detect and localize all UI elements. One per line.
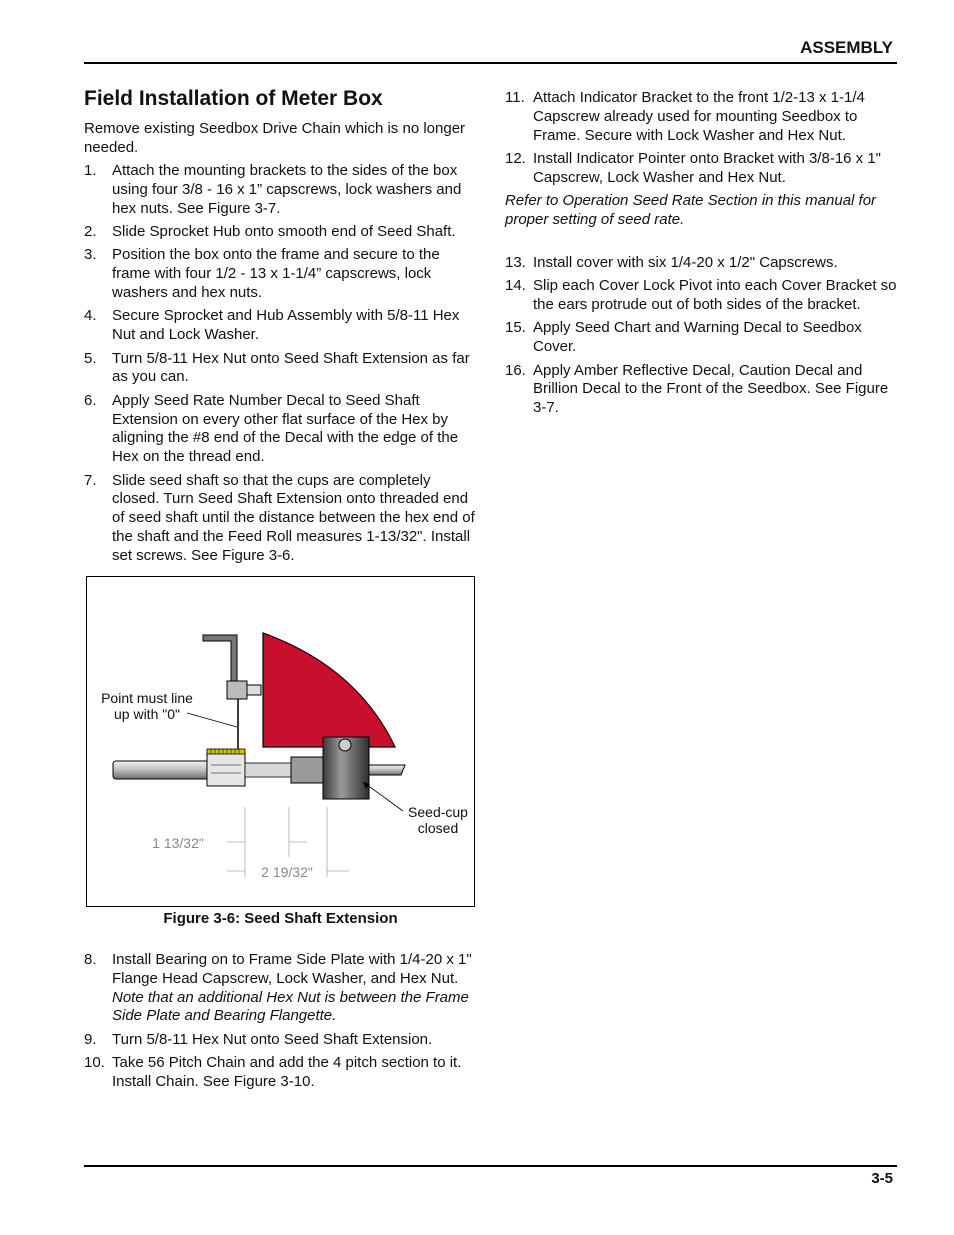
seed-shaft-illustration <box>87 577 476 908</box>
dimension-label-2: 2 19/32" <box>261 864 313 880</box>
steps-list-right-2 <box>505 254 897 418</box>
list-item: 14. Slip each Cover Lock Pivot into each Cover Bracket so the ears protrude out of both sides of the bracket. <box>505 277 897 313</box>
steps-list-left <box>84 162 476 566</box>
label-up-with-zero: up with "0" <box>114 706 180 722</box>
left-column-continued <box>84 951 476 1096</box>
page-footer <box>84 1165 897 1187</box>
page-number: 3-5 <box>871 1170 893 1187</box>
list-item: 5. Turn 5/8-11 Hex Nut onto Seed Shaft Extension as far as you can. <box>84 349 470 386</box>
dimension-label-1: 1 13/32" <box>152 835 204 851</box>
list-item: 1. Attach the mounting brackets to the sides of the box using four 3/8 - 16 x 1” capscrews, lock washers and hex nuts. See Figure 3-7. <box>84 162 462 217</box>
list-item: 11. Attach Indicator Bracket to the front 1/2-13 x 1-1/4 Capscrew already used for mounting Seedbox to Frame. Secure with Lock Washer and Hex Nut. <box>505 89 865 144</box>
seed-rate-note: Refer to Operation Seed Rate Section in this manual for proper setting of seed rate. <box>505 192 877 228</box>
page-title: Field Installation of Meter Box <box>84 87 383 110</box>
list-item: 9. Turn 5/8-11 Hex Nut onto Seed Shaft Extension. <box>84 1030 433 1048</box>
list-item: 15. Apply Seed Chart and Warning Decal to Seedbox Cover. <box>505 319 862 356</box>
threaded-shaft-shape <box>245 763 291 777</box>
right-column <box>505 89 897 423</box>
list-item: 8. Install Bearing on to Frame Side Plate with 1/4-20 x 1" Flange Head Capscrew, Lock Washer, and Hex Nut. Note that an additional Hex Nut is between the Frame Side Plate and Bearing Flangette. <box>84 951 472 1025</box>
page-header <box>84 36 897 64</box>
list-item: 12. Install Indicator Pointer onto Bracket with 3/8-16 x 1" Capscrew, Lock Washer and Hex Nut. <box>505 149 882 186</box>
steps-list-left-2 <box>84 951 476 1092</box>
list-item: 7. Slide seed shaft so that the cups are completely closed. Turn Seed Shaft Extension onto threaded end of seed shaft until the distance between the hex end of the shaft and the Feed Roll measures 1-13/32". Install set screws. See Figure 3-6. <box>84 471 475 564</box>
list-item: 10. Take 56 Pitch Chain and add the 4 pitch section to it. Install Chain. See Figure 3-10. <box>84 1054 462 1090</box>
steps-list-right <box>505 89 897 188</box>
list-item: 13. Install cover with six 1/4-20 x 1/2" Capscrews. <box>505 253 838 271</box>
hex-decal-shape <box>207 752 245 786</box>
intro-paragraph: Remove existing Seedbox Drive Chain which is no longer needed. <box>84 120 466 156</box>
list-item: 2. Slide Sprocket Hub onto smooth end of Seed Shaft. <box>84 223 456 241</box>
seedbox-wedge-shape <box>263 633 395 747</box>
section-title: ASSEMBLY <box>800 38 893 57</box>
shaft-extension-shape <box>113 761 209 779</box>
figure-caption: Figure 3-6: Seed Shaft Extension <box>163 910 398 927</box>
list-item: 16. Apply Amber Reflective Decal, Caution Decal and Brillion Decal to the Front of the Seedbox. See Figure 3-7. <box>505 361 889 417</box>
set-screw-shape <box>339 739 351 751</box>
bracket-nut-shape <box>227 681 247 699</box>
list-item: 4. Secure Sprocket and Hub Assembly with 5/8-11 Hex Nut and Lock Washer. <box>84 307 460 344</box>
list-item: 6. Apply Seed Rate Number Decal to Seed Shaft Extension on every other flat surface of the Hex by aligning the #8 end of the Decal with the edge of the Hex on the thread end. <box>84 391 459 466</box>
label-seed-cup: Seed-cup <box>408 804 468 820</box>
label-point-must-line: Point must line <box>101 690 193 706</box>
left-column <box>84 86 476 570</box>
leader-point <box>187 713 237 727</box>
feed-roll-shape <box>291 757 325 783</box>
figure-seed-shaft-extension <box>86 576 475 907</box>
indicator-bracket-shape <box>203 635 237 685</box>
label-closed: closed <box>417 820 459 836</box>
list-item: 3. Position the box onto the frame and secure to the frame with four 1/2 - 13 x 1-1/4” capscrews, lock washers and hex nuts. <box>84 246 440 302</box>
